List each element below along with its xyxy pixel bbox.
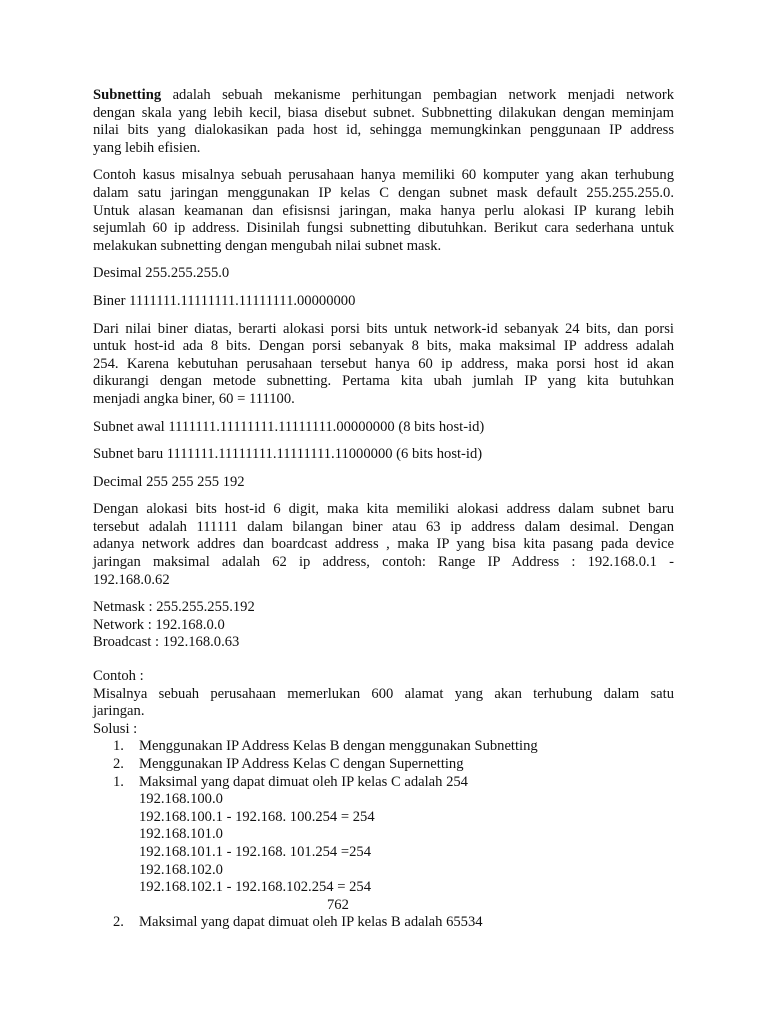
text-line: Contoh kasus misalnya sebuah perusahaan hanya memiliki 60 komputer yang akan terhubung [93, 167, 674, 184]
text-line: melakukan subnetting dengan mengubah nilai subnet mask. [93, 237, 442, 254]
text-line: 254. Karena kebutuhan perusahaan tersebut hanya 60 ip address, maka porsi host id akan [93, 355, 674, 372]
desimal-line: Desimal 255.255.255.0 [93, 265, 230, 282]
network-line: Network : 192.168.0.0 [93, 616, 225, 633]
ip-range-line: 192.168.101.0 [139, 826, 223, 843]
text-line: Dari nilai biner diatas, berarti alokasi porsi bits untuk network-id sebanyak 24 bits, dan porsi [93, 320, 674, 337]
list-text: Menggunakan IP Address Kelas C dengan Supernetting [139, 756, 464, 772]
broadcast-line: Broadcast : 192.168.0.63 [93, 634, 240, 651]
paragraph-example-case [93, 167, 674, 255]
list-number: 1. [113, 738, 124, 755]
subnet-awal-line: Subnet awal 1111111.11111111.11111111.00000000 (8 bits host-id) [93, 418, 485, 435]
list-item [93, 756, 674, 774]
decimal-line: Decimal 255 255 255 192 [93, 473, 245, 490]
text-line: jaringan. [93, 703, 145, 720]
text-line: menjadi angka biner, 60 = 111100. [93, 390, 295, 407]
text-line: 192.168.0.62 [93, 571, 170, 588]
ip-range-line: 192.168.101.1 - 192.168. 101.254 =254 [139, 843, 371, 860]
text-line: adanya network addres dan boardcast address , maka IP yang bisa kita pasang pada device [93, 536, 674, 553]
list-number: 1. [113, 773, 124, 790]
text-line: dikurangi dengan metode subnetting. Pertama kita ubah jumlah IP yang kita butuhkan [93, 373, 674, 390]
text-line: nilai bits yang dialokasikan pada host id, sehingga memungkinkan penggunaan IP address [93, 122, 674, 139]
text-line: jaringan maksimal adalah 62 ip address, contoh: Range IP Address : 192.168.0.1 - [93, 554, 674, 571]
text-line: Untuk alasan keamanan dan efisisnsi jaringan, maka hanya perlu alokasi IP kurang lebih [93, 202, 674, 219]
solusi-label: Solusi : [93, 720, 138, 737]
solution-list [93, 738, 674, 932]
list-number: 2. [113, 914, 124, 931]
text-line: tersebut adalah 111111 dalam bilangan biner atau 63 ip address dalam desimal. Dengan [93, 518, 674, 535]
ip-range-line: 192.168.100.1 - 192.168. 100.254 = 254 [139, 808, 375, 825]
term-subnetting: Subnetting [93, 87, 162, 103]
text-line: Misalnya sebuah perusahaan memerlukan 600 alamat yang akan terhubung dalam satu [93, 685, 674, 702]
ip-range-line: 192.168.102.1 - 192.168.102.254 = 254 [139, 879, 371, 896]
paragraph-binary-explanation [93, 321, 674, 409]
total-value: 762 [327, 896, 349, 913]
list-item [93, 914, 674, 932]
ip-range-line: 192.168.100.0 [139, 791, 223, 808]
text-line: dengan skala yang lebih kecil, biasa disebut subnet. Subbnetting dilakukan dengan meminjam [93, 104, 674, 121]
text-line [93, 87, 674, 105]
ip-range-line: 192.168.102.0 [139, 861, 223, 878]
paragraph-subnetting-definition [93, 87, 674, 157]
text-span: adalah sebuah mekanisme perhitungan pembagian network menjadi network [161, 87, 674, 103]
text-line: yang lebih efisien. [93, 139, 201, 156]
list-text: Menggunakan IP Address Kelas B dengan menggunakan Subnetting [139, 738, 538, 755]
document-body [93, 87, 674, 932]
netmask-line: Netmask : 255.255.255.192 [93, 599, 255, 616]
contoh-label: Contoh : [93, 668, 144, 685]
paragraph-host-allocation [93, 501, 674, 589]
text-line: Dengan alokasi bits host-id 6 digit, maka kita memiliki alokasi address dalam subnet baru [93, 501, 674, 518]
text-line: dalam satu jaringan menggunakan IP kelas C dengan subnet mask default 255.255.255.0. [93, 184, 674, 201]
spacer [93, 652, 674, 668]
list-item [93, 774, 674, 792]
list-item [93, 738, 674, 756]
subnet-baru-line: Subnet baru 1111111.11111111.11111111.11000000 (6 bits host-id) [93, 446, 483, 463]
text-line: untuk host-id ada 8 bits. Dengan porsi sebanyak 8 bits, maka maksimal IP address adalah [93, 338, 674, 355]
biner-line: Biner 1111111.11111111.11111111.00000000 [93, 292, 356, 309]
paragraph-contoh [93, 686, 674, 721]
list-text: Maksimal yang dapat dimuat oleh IP kelas B adalah 65534 [139, 914, 483, 931]
list-text: Maksimal yang dapat dimuat oleh IP kelas C adalah 254 [139, 773, 468, 790]
list-number: 2. [113, 756, 124, 772]
text-line: sejumlah 60 ip address. Disinilah fungsi subnetting dibutuhkan. Berikut cara sederhana untuk [93, 220, 674, 237]
